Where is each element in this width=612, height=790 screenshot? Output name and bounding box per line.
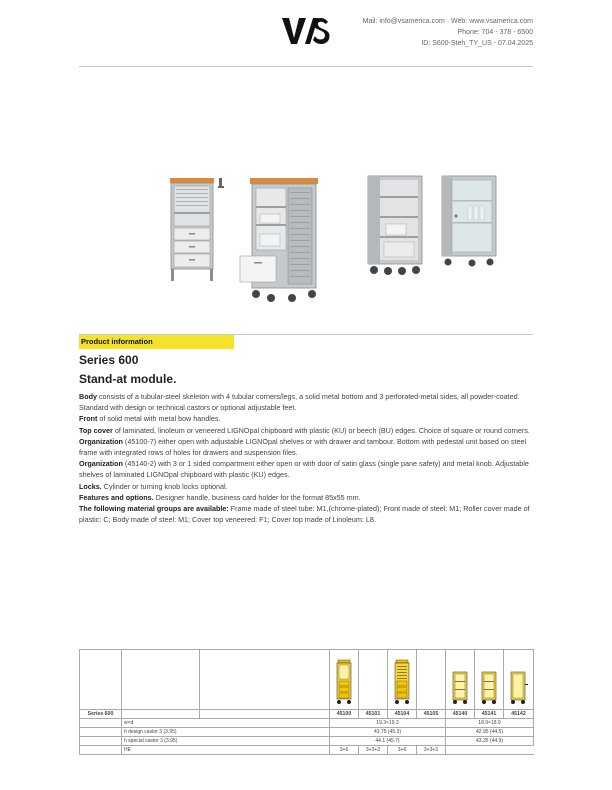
series-label: Series 600 (80, 710, 122, 719)
contact-info (363, 16, 533, 49)
thumb-45104 (388, 650, 417, 710)
open-cabinet-with-drawers-icon (166, 176, 226, 284)
code-45104: 45104 (388, 710, 417, 719)
series-title: Series 600 (79, 353, 139, 367)
product-description (79, 391, 535, 525)
top-cover-paragraph: Top cover of laminated, linoleum or veneered LIGNOpal chipboard with plastic (KU) or beech (BU) edges. Choice of square or round corners. (79, 425, 530, 435)
row-label: w×d (122, 719, 330, 728)
row-value-group2: 18.9×18.9 (446, 719, 534, 728)
thumb-cabinet-icon (334, 658, 354, 706)
he-value: 3+6 (330, 746, 359, 755)
thumb-45141 (475, 650, 504, 710)
document-id: ID: S600-Steh_TY_US - 07.04.2025 (421, 40, 533, 47)
cabinet-with-tambour-and-drawer-icon (236, 176, 326, 306)
vs-logo (280, 14, 330, 48)
code-45100: 45100 (330, 710, 359, 719)
code-45141: 45141 (475, 710, 504, 719)
he-value: 3+6 (388, 746, 417, 755)
table-row (80, 737, 534, 746)
materials-paragraph: The following material groups are available: Frame made of steel tube: M1,(chrome-plated); Front made of steel: M1; Roller cover made of plastic: C; Body made of steel: M1; Cover top veneered: F1; Cover top made of Linoleum: L8. (79, 504, 530, 525)
table-row (80, 746, 534, 755)
product-code-row (80, 710, 534, 719)
row-label: h design castor 3 (3.95) (122, 728, 330, 737)
header-divider (79, 66, 533, 67)
code-45101: 45101 (359, 710, 388, 719)
table-row (80, 719, 534, 728)
row-value-group2: 43.35 (44.9) (446, 737, 534, 746)
thumbnail-row (80, 650, 534, 710)
thumb-cabinet-icon (392, 658, 412, 706)
product-subtitle: Stand-at module. (79, 372, 177, 386)
thumb-shelf-icon (450, 670, 470, 706)
thumb-45100 (330, 650, 359, 710)
code-45105: 45105 (417, 710, 446, 719)
locks-paragraph: Locks. Cylinder or turning knob locks optional. (79, 481, 228, 491)
product-information-label: Product information (79, 335, 234, 349)
organization-paragraph-2: Organization (45140-2) with 3 or 1 sided compartment either open or with door of satin glass (single pane safety) and metal knob. Adjustable shelves of laminated LIGNOpal chipboard with plastic (KU) edges. (79, 459, 529, 480)
open-shelf-unit-icon (364, 172, 426, 276)
code-45140: 45140 (446, 710, 475, 719)
thumb-glass-door-icon (508, 670, 530, 706)
glass-door-unit-icon (438, 172, 500, 268)
contact-mail-web[interactable]: Mail: info@vsamerica.com · Web: www.vsamerica.com (362, 18, 533, 25)
thumb-45140 (446, 650, 475, 710)
table-row (80, 728, 534, 737)
thumb-45142 (504, 650, 534, 710)
thumb-shelf-icon (479, 670, 499, 706)
he-value: 3+3+3 (359, 746, 388, 755)
he-value: 3+3+3 (417, 746, 446, 755)
features-paragraph: Features and options. Designer handle, business card holder for the format 85x55 mm. (79, 492, 361, 502)
organization-paragraph-1: Organization (45100-7) either open with adjustable LIGNOpal shelves or with drawer and tambour. Bottom with pedestal unit based on steel frame with integrated rows of holes for drawers and suspension files. (79, 436, 527, 458)
spec-table (79, 649, 534, 755)
code-45142: 45142 (504, 710, 534, 719)
row-label: h special castor 3 (3.95) (122, 737, 330, 746)
row-value-group1: 44.1 (45.7) (330, 737, 446, 746)
row-value-group2: 42.95 (44.5) (446, 728, 534, 737)
row-value-group1: 19.3×19.3 (330, 719, 446, 728)
front-paragraph: Front of solid metal with metal bow handles. (79, 414, 221, 424)
body-paragraph: Body consists of a tubular-steel skeleton with 4 tubular corners/legs, a solid metal bottom and 3 perforated-metal sides, all powder-coated. Standard with design or technical castors or optional adjustable feet. (79, 392, 520, 413)
row-value-group1: 43.75 (45.3) (330, 728, 446, 737)
row-label: HE (122, 746, 330, 755)
contact-phone: Phone: 704 - 378 - 6500 (457, 29, 533, 36)
